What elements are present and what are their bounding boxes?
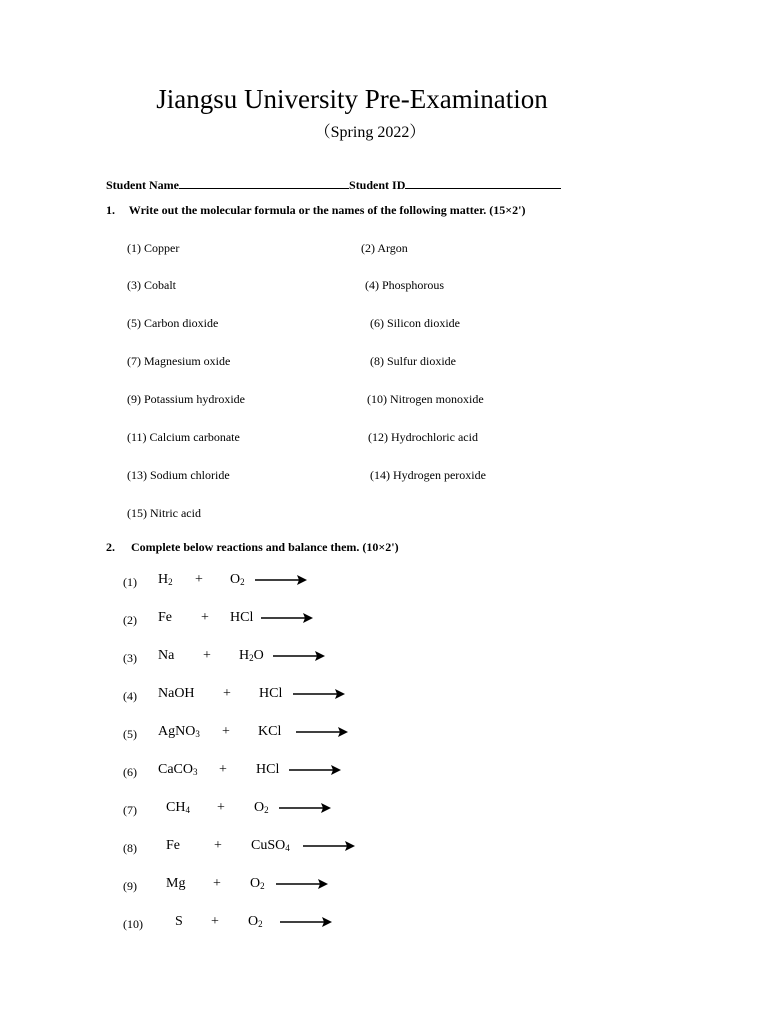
reactant-1: $H_2$ — [158, 572, 173, 587]
q1-item: (5) Carbon dioxide — [127, 316, 219, 330]
q1-item: (13) Sodium chloride — [127, 468, 230, 482]
reactant-1: Na — [158, 648, 175, 663]
q1-item: (6) Silicon dioxide — [370, 316, 460, 330]
reactant-1: CaCO$_3$ — [158, 762, 198, 777]
reactant-1: S — [175, 914, 183, 929]
reaction-number: (6) — [123, 765, 137, 779]
student-id-label: Student ID — [349, 178, 406, 192]
q1-item: (4) Phosphorous — [365, 278, 445, 292]
reaction-arrow-icon — [255, 574, 307, 586]
reaction-number: (4) — [123, 689, 137, 703]
reaction-arrow-icon — [289, 764, 341, 776]
reaction-number: (9) — [123, 879, 137, 893]
plus-sign: + — [222, 724, 230, 739]
plus-sign: + — [213, 876, 221, 891]
plus-sign: + — [195, 572, 203, 587]
reactant-2: $O_2$ — [230, 572, 245, 587]
reaction-number: (2) — [123, 613, 137, 627]
reaction-number: (1) — [123, 575, 137, 589]
reaction-number: (10) — [123, 917, 143, 931]
reaction-arrow-icon — [276, 878, 328, 890]
reactant-1: Fe — [158, 610, 172, 625]
plus-sign: + — [211, 914, 219, 929]
reactant-2: KCl — [258, 724, 282, 739]
reactant-1: NaOH — [158, 686, 195, 701]
q1-item: (15) Nitric acid — [127, 506, 201, 520]
reaction-number: (7) — [123, 803, 137, 817]
student-name-label: Student Name — [106, 178, 180, 192]
reactant-2: $O_2$ — [248, 914, 263, 929]
reaction-arrow-icon — [273, 650, 325, 662]
q1-item: (8) Sulfur dioxide — [370, 354, 456, 368]
student-info-line — [106, 175, 561, 193]
reactant-1: AgNO$_3$ — [158, 724, 200, 739]
q1-item: (14) Hydrogen peroxide — [370, 468, 486, 482]
question-1-prompt: Write out the molecular formula or the names of the following matter. (15×2') — [128, 203, 526, 217]
reactant-1: Mg — [166, 876, 186, 891]
reactant-2: $H_2O$ — [239, 648, 264, 663]
question-1-number: 1. — [106, 203, 115, 217]
plus-sign: + — [203, 648, 211, 663]
plus-sign: + — [201, 610, 209, 625]
q1-item: (1) Copper — [127, 241, 180, 255]
reactant-1: Fe — [166, 838, 180, 853]
q1-item: (9) Potassium hydroxide — [127, 392, 245, 406]
question-2-number: 2. — [106, 540, 115, 554]
reaction-arrow-icon — [293, 688, 345, 700]
reaction-arrow-icon — [279, 802, 331, 814]
plus-sign: + — [214, 838, 222, 853]
plus-sign: + — [219, 762, 227, 777]
question-1-heading — [106, 203, 525, 218]
exam-subtitle: （Spring 2022） — [314, 124, 426, 141]
student-name-blank[interactable] — [179, 175, 349, 189]
plus-sign: + — [223, 686, 231, 701]
reactant-2: $O_2$ — [250, 876, 265, 891]
reactant-1: $CH_4$ — [166, 800, 190, 815]
reaction-number: (3) — [123, 651, 137, 665]
reaction-number: (8) — [123, 841, 137, 855]
reaction-arrow-icon — [296, 726, 348, 738]
reactant-2: HCl — [230, 610, 254, 625]
q1-item: (10) Nitrogen monoxide — [367, 392, 484, 406]
question-2-prompt: Complete below reactions and balance them. (10×2') — [131, 540, 399, 554]
q1-item: (7) Magnesium oxide — [127, 354, 231, 368]
exam-title: Jiangsu University Pre-Examination — [156, 84, 548, 114]
q1-item: (2) Argon — [361, 241, 408, 255]
plus-sign: + — [217, 800, 225, 815]
reactant-2: CuSO$_4$ — [251, 838, 290, 853]
question-2-heading — [106, 540, 399, 555]
reaction-arrow-icon — [261, 612, 313, 624]
q1-item: (11) Calcium carbonate — [127, 430, 240, 444]
q1-item: (3) Cobalt — [127, 278, 176, 292]
student-id-blank[interactable] — [405, 175, 561, 189]
reactant-2: $O_2$ — [254, 800, 269, 815]
reaction-number: (5) — [123, 727, 137, 741]
q1-item: (12) Hydrochloric acid — [368, 430, 478, 444]
reactant-2: HCl — [259, 686, 283, 701]
reaction-arrow-icon — [280, 916, 332, 928]
reactant-2: HCl — [256, 762, 280, 777]
reaction-arrow-icon — [303, 840, 355, 852]
